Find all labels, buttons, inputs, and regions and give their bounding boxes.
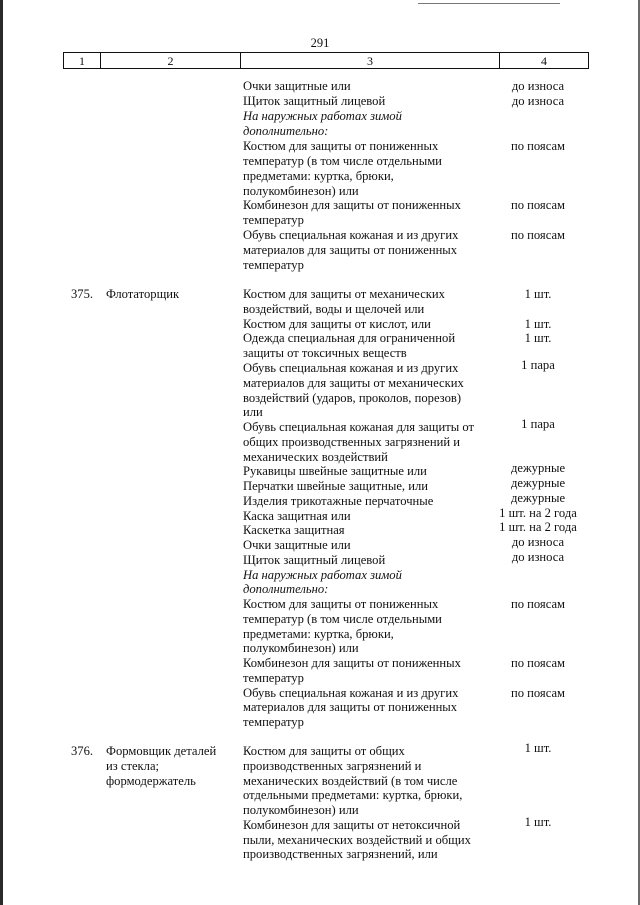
item-text: Очки защитные или <box>243 79 351 93</box>
item-norm: по поясам <box>510 597 566 611</box>
item-norm: 1 шт. на 2 года <box>499 506 577 520</box>
item-text: полукомбинезон) или <box>243 803 359 817</box>
item-text: отдельными предметами: куртка, брюки, <box>243 788 463 802</box>
item-norm: до износа <box>511 94 565 108</box>
item-text: Обувь специальная кожаная и из других <box>243 686 459 700</box>
item-text: температур <box>243 258 304 272</box>
item-norm: до износа <box>511 79 565 93</box>
item-norm: по поясам <box>510 686 566 700</box>
item-norm: 1 пара <box>521 358 555 372</box>
item-text: Каска защитная или <box>243 509 351 523</box>
entry-number: 375. <box>71 287 94 301</box>
item-text: температур (в том числе отдельными <box>243 154 442 168</box>
item-text: материалов для защиты от механических <box>243 376 464 390</box>
item-text: Перчатки швейные защитные, или <box>243 479 428 493</box>
entry-number: 376. <box>71 744 94 758</box>
item-text: Комбинезон для защиты от пониженных <box>243 656 461 670</box>
profession-name: Формовщик деталей <box>106 744 217 758</box>
item-text: предметами: куртка, брюки, <box>243 169 394 183</box>
item-note: дополнительно: <box>243 124 329 138</box>
item-text: Комбинезон для защиты от пониженных <box>243 198 461 212</box>
top-rule <box>418 3 560 4</box>
item-norm: 1 шт. <box>524 741 552 755</box>
item-norm: по поясам <box>510 198 566 212</box>
item-text: материалов для защиты от пониженных <box>243 243 458 257</box>
scan-left-edge <box>0 0 3 905</box>
item-norm: 1 шт. <box>524 331 552 345</box>
item-norm: 1 шт. <box>524 815 552 829</box>
item-norm: 1 пара <box>521 417 555 431</box>
profession-name: Флотаторщик <box>106 287 180 301</box>
column-header-2: 2 <box>101 53 241 68</box>
item-text: Каскетка защитная <box>243 523 345 537</box>
item-norm: дежурные <box>510 491 566 505</box>
item-text: производственных загрязнений, или <box>243 847 438 861</box>
item-text: Обувь специальная кожаная и из других <box>243 361 459 375</box>
item-text: воздействий, воды и щелочей или <box>243 302 425 316</box>
item-text: механических воздействий <box>243 450 388 464</box>
item-norm: до износа <box>511 550 565 564</box>
item-text: температур <box>243 715 304 729</box>
item-text: Рукавицы швейные защитные или <box>243 464 427 478</box>
item-norm: по поясам <box>510 656 566 670</box>
item-text: пыли, механических воздействий и общих <box>243 833 471 847</box>
item-text: механических воздействий (в том числе <box>243 774 458 788</box>
item-text: или <box>243 405 263 419</box>
item-norm: дежурные <box>510 476 566 490</box>
item-norm: 1 шт. на 2 года <box>499 520 577 534</box>
item-text: Костюм для защиты от механических <box>243 287 445 301</box>
item-norm: по поясам <box>510 228 566 242</box>
item-note: На наружных работах зимой <box>243 568 402 582</box>
item-text: полукомбинезон) или <box>243 184 359 198</box>
profession-name: из стекла; <box>106 759 160 773</box>
item-text: воздействий (ударов, проколов, порезов) <box>243 391 462 405</box>
item-norm: по поясам <box>510 139 566 153</box>
item-text: защиты от токсичных веществ <box>243 346 407 360</box>
item-text: температур <box>243 671 304 685</box>
item-text: производственных загрязнений и <box>243 759 422 773</box>
item-text: Обувь специальная кожаная и из других <box>243 228 459 242</box>
item-text: Обувь специальная кожаная для защиты от <box>243 420 474 434</box>
item-norm: 1 шт. <box>524 287 552 301</box>
item-text: температур (в том числе отдельными <box>243 612 442 626</box>
item-text: Изделия трикотажные перчаточные <box>243 494 434 508</box>
item-norm: 1 шт. <box>524 317 552 331</box>
item-text: полукомбинезон) или <box>243 641 359 655</box>
item-text: Костюм для защиты от пониженных <box>243 597 439 611</box>
item-norm: до износа <box>511 535 565 549</box>
item-text: Костюм для защиты от кислот, или <box>243 317 431 331</box>
item-norm: дежурные <box>510 461 566 475</box>
item-text: Щиток защитный лицевой <box>243 94 386 108</box>
page-number: 291 <box>310 36 330 50</box>
column-header-row <box>63 52 589 69</box>
column-header-4: 4 <box>541 54 547 68</box>
item-text: Одежда специальная для ограниченной <box>243 331 456 345</box>
item-text: температур <box>243 213 304 227</box>
item-text: Щиток защитный лицевой <box>243 553 386 567</box>
item-note: На наружных работах зимой <box>243 109 402 123</box>
column-header-1: 1 <box>64 53 101 68</box>
item-text: предметами: куртка, брюки, <box>243 627 394 641</box>
profession-name: формодержатель <box>106 774 196 788</box>
item-text: Костюм для защиты от пониженных <box>243 139 439 153</box>
item-note: дополнительно: <box>243 582 329 596</box>
item-text: Комбинезон для защиты от нетоксичной <box>243 818 461 832</box>
item-text: Костюм для защиты от общих <box>243 744 405 758</box>
item-text: Очки защитные или <box>243 538 351 552</box>
item-text: материалов для защиты от пониженных <box>243 700 458 714</box>
item-text: общих производственных загрязнений и <box>243 435 461 449</box>
column-header-3: 3 <box>241 53 500 68</box>
